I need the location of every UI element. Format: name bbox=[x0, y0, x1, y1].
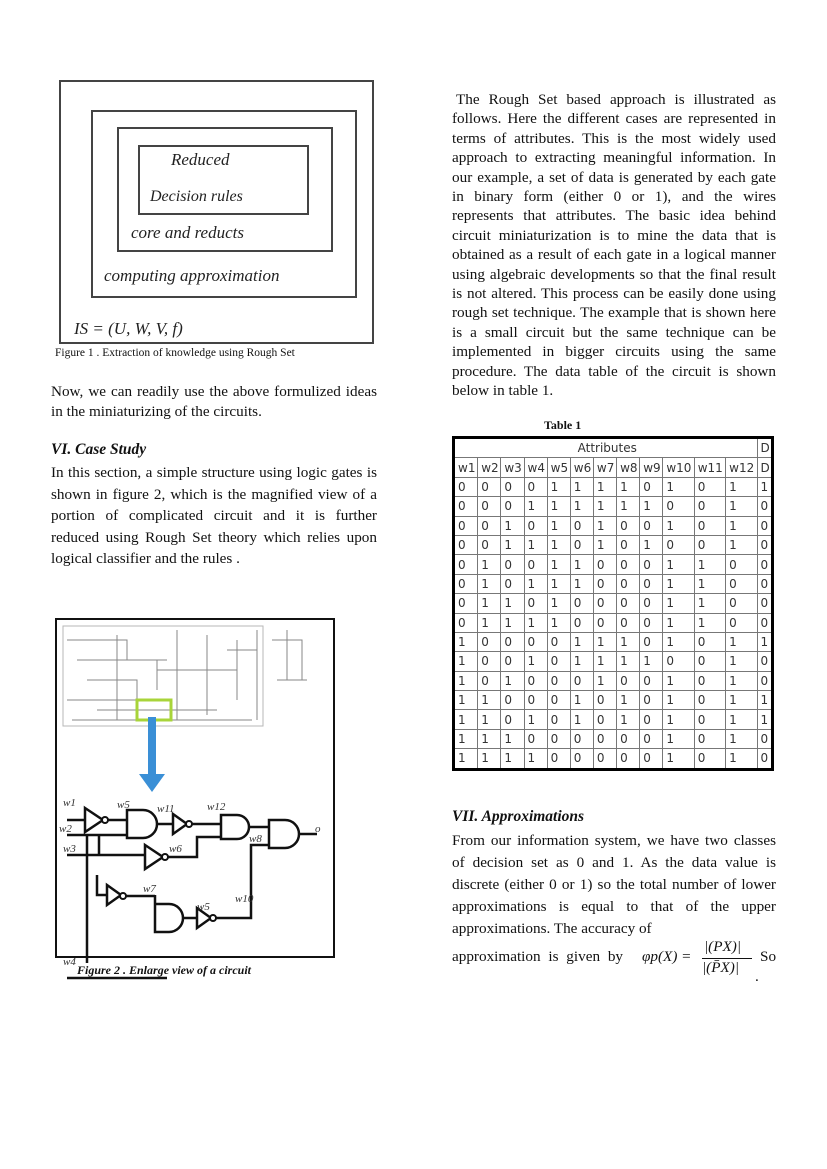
arrow-head-icon bbox=[139, 774, 165, 792]
table-cell: 1 bbox=[640, 535, 663, 554]
label-output: o bbox=[315, 823, 321, 835]
table-row bbox=[454, 729, 773, 748]
table-cell: 0 bbox=[640, 691, 663, 710]
table-cell: 0 bbox=[524, 516, 547, 535]
table-cell: 1 bbox=[663, 555, 694, 574]
table-cell: 0 bbox=[570, 613, 593, 632]
table-row bbox=[454, 613, 773, 632]
table-cell: 0 bbox=[593, 749, 616, 769]
table-cell: 1 bbox=[570, 497, 593, 516]
column-header: w2 bbox=[478, 458, 501, 477]
label-w8: w8 bbox=[249, 833, 262, 845]
table-cell: 0 bbox=[547, 710, 570, 729]
table-cell: 0 bbox=[570, 516, 593, 535]
section6-text: In this section, a simple structure using logic gates is shown in figure 2, which is the magnified view of a portion of complicated circuit and it is further reduced using Rough Set theory which relies upon logical classifier and the rules . bbox=[51, 464, 377, 568]
formula-lead: approximation is given by bbox=[452, 948, 624, 965]
table-cell: 1 bbox=[726, 535, 757, 554]
table-cell: 0 bbox=[694, 652, 725, 671]
table-cell: 0 bbox=[757, 594, 772, 613]
label-w12: w12 bbox=[207, 801, 226, 813]
table-cell: 0 bbox=[617, 594, 640, 613]
table-cell: 1 bbox=[478, 574, 501, 593]
table-cell: 1 bbox=[726, 691, 757, 710]
table-cell: 1 bbox=[663, 516, 694, 535]
table-cell: 1 bbox=[593, 535, 616, 554]
table-cell: 1 bbox=[478, 691, 501, 710]
attributes-header: Attributes bbox=[454, 438, 758, 458]
table-cell: 1 bbox=[570, 691, 593, 710]
table-cell: 1 bbox=[478, 749, 501, 769]
table-cell: 0 bbox=[524, 691, 547, 710]
table-cell: 1 bbox=[478, 710, 501, 729]
column-header: w11 bbox=[694, 458, 725, 477]
table-cell: 0 bbox=[570, 671, 593, 690]
column-header: w4 bbox=[524, 458, 547, 477]
table-cell: 1 bbox=[593, 671, 616, 690]
table-cell: 0 bbox=[757, 749, 772, 769]
table-cell: 0 bbox=[757, 652, 772, 671]
column-header: w3 bbox=[501, 458, 524, 477]
gates bbox=[67, 808, 317, 978]
table-cell: 1 bbox=[501, 516, 524, 535]
table-cell: 0 bbox=[547, 671, 570, 690]
table-cell: 1 bbox=[757, 632, 772, 651]
table-cell: 0 bbox=[570, 535, 593, 554]
right-paragraph: The Rough Set based approach is illustrated as follows. Here the different cases are represented in terms of attributes. This is the most widely used approach to extracting meaningful information. In our example, a set of data is generated by each gate in binary form (either 0 or 1), and the wires represents that attributes. The basic idea behind circuit miniaturization is to mine the data that is obtained as a result of each gate in a logical manner using algebraic developments so that the final result is not altered. This process can be easily done using rough set technique. The example that is shown here is a small circuit but the same technique can be implemented in bigger circuits using the same procedure. The data table of the circuit is shown below in table 1. bbox=[452, 91, 776, 400]
table-cell: 0 bbox=[617, 749, 640, 769]
accuracy-formula-line bbox=[452, 940, 782, 986]
table-cell: 1 bbox=[694, 574, 725, 593]
table-cell: 1 bbox=[547, 613, 570, 632]
table-cell: 0 bbox=[454, 555, 478, 574]
table-cell: 0 bbox=[593, 710, 616, 729]
table-cell: 0 bbox=[478, 632, 501, 651]
column-header: w8 bbox=[617, 458, 640, 477]
table-cell: 0 bbox=[640, 555, 663, 574]
formula-dot: . bbox=[755, 968, 759, 985]
table-cell: 0 bbox=[694, 671, 725, 690]
table-cell: 0 bbox=[726, 555, 757, 574]
table-cell: 0 bbox=[478, 671, 501, 690]
label-w6: w6 bbox=[169, 843, 182, 855]
table-cell: 1 bbox=[570, 574, 593, 593]
table-cell: 0 bbox=[501, 691, 524, 710]
label-w4: w4 bbox=[63, 956, 76, 968]
formula-numerator: |(PX)| bbox=[704, 938, 742, 955]
table-cell: 1 bbox=[663, 691, 694, 710]
table-cell: 0 bbox=[454, 613, 478, 632]
table-cell: 1 bbox=[663, 477, 694, 496]
table-cell: 0 bbox=[478, 652, 501, 671]
label-w1: w1 bbox=[63, 797, 76, 809]
column-header: D bbox=[757, 458, 772, 477]
table-cell: 1 bbox=[478, 729, 501, 748]
table-cell: 0 bbox=[663, 497, 694, 516]
table-cell: 1 bbox=[640, 652, 663, 671]
table-cell: 0 bbox=[501, 555, 524, 574]
table-title: Table 1 bbox=[544, 418, 582, 432]
figure1-reduced: Reduced bbox=[171, 150, 230, 169]
table-cell: 1 bbox=[454, 652, 478, 671]
table-cell: 1 bbox=[617, 652, 640, 671]
table-cell: 0 bbox=[547, 749, 570, 769]
table-cell: 0 bbox=[547, 632, 570, 651]
table-cell: 0 bbox=[501, 710, 524, 729]
table-cell: 1 bbox=[524, 652, 547, 671]
figure1-computing-approximation: computing approximation bbox=[104, 266, 280, 285]
table-cell: 0 bbox=[570, 749, 593, 769]
table-cell: 1 bbox=[501, 671, 524, 690]
table-cell: 1 bbox=[757, 710, 772, 729]
table-row bbox=[454, 574, 773, 593]
table-cell: 0 bbox=[617, 671, 640, 690]
table-cell: 0 bbox=[640, 594, 663, 613]
section7-heading: VII. Approximations bbox=[452, 808, 585, 825]
label-w10: w10 bbox=[235, 893, 254, 905]
table-cell: 0 bbox=[617, 555, 640, 574]
table-cell: 1 bbox=[524, 710, 547, 729]
column-header: w9 bbox=[640, 458, 663, 477]
table-cell: 0 bbox=[593, 691, 616, 710]
table-cell: 0 bbox=[757, 613, 772, 632]
table-cell: 1 bbox=[524, 574, 547, 593]
table-cell: 1 bbox=[547, 594, 570, 613]
table-cell: 0 bbox=[593, 574, 616, 593]
table-cell: 1 bbox=[524, 497, 547, 516]
table-cell: 0 bbox=[570, 594, 593, 613]
table-row bbox=[454, 749, 773, 769]
table-cell: 1 bbox=[726, 671, 757, 690]
table-cell: 1 bbox=[726, 497, 757, 516]
data-table bbox=[452, 436, 774, 771]
table-cell: 0 bbox=[726, 613, 757, 632]
table-cell: 0 bbox=[757, 555, 772, 574]
table-cell: 0 bbox=[694, 497, 725, 516]
formula-denominator: |(P̄X)| bbox=[702, 959, 740, 976]
table-cell: 0 bbox=[524, 671, 547, 690]
table-cell: 1 bbox=[640, 497, 663, 516]
table-cell: 0 bbox=[757, 535, 772, 554]
label-w3: w3 bbox=[63, 843, 76, 855]
table-cell: 1 bbox=[726, 729, 757, 748]
table-cell: 1 bbox=[454, 729, 478, 748]
table-cell: 0 bbox=[524, 632, 547, 651]
table-cell: 1 bbox=[478, 594, 501, 613]
table-cell: 1 bbox=[663, 594, 694, 613]
table-cell: 0 bbox=[617, 613, 640, 632]
table-cell: 0 bbox=[694, 535, 725, 554]
table-cell: 0 bbox=[617, 574, 640, 593]
table-row bbox=[454, 710, 773, 729]
table-row bbox=[454, 652, 773, 671]
table-cell: 0 bbox=[617, 729, 640, 748]
table-cell: 1 bbox=[617, 632, 640, 651]
table-cell: 1 bbox=[757, 477, 772, 496]
table-cell: 0 bbox=[524, 729, 547, 748]
table-cell: 0 bbox=[454, 516, 478, 535]
table-cell: 0 bbox=[524, 477, 547, 496]
table-cell: 0 bbox=[640, 671, 663, 690]
table-cell: 0 bbox=[547, 691, 570, 710]
table-cell: 1 bbox=[726, 516, 757, 535]
table-cell: 1 bbox=[570, 710, 593, 729]
table-cell: 1 bbox=[617, 691, 640, 710]
table-cell: 0 bbox=[694, 749, 725, 769]
section7-text: From our information system, we have two classes of decision set as 0 and 1. As the data value is discrete (either 0 or 1) so the total number of lower approximations is equal to that of the upper approximations. The accuracy of bbox=[452, 832, 776, 937]
figure1-core-reducts: core and reducts bbox=[131, 223, 244, 242]
table-cell: 1 bbox=[694, 555, 725, 574]
complex-circuit-image bbox=[63, 626, 307, 726]
table-cell: 1 bbox=[593, 516, 616, 535]
table-cell: 1 bbox=[570, 477, 593, 496]
table-cell: 0 bbox=[757, 671, 772, 690]
table-cell: 0 bbox=[694, 477, 725, 496]
column-header: w1 bbox=[454, 458, 478, 477]
left-paragraph: Now, we can readily use the above formulized ideas in the miniaturizing of the circuits. bbox=[51, 383, 377, 420]
table-row bbox=[454, 691, 773, 710]
table-row bbox=[454, 477, 773, 496]
table-cell: 1 bbox=[593, 477, 616, 496]
label-w7: w7 bbox=[143, 883, 156, 895]
table-cell: 0 bbox=[478, 497, 501, 516]
table-cell: 0 bbox=[617, 516, 640, 535]
table-row bbox=[454, 594, 773, 613]
column-header: w10 bbox=[663, 458, 694, 477]
table-cell: 0 bbox=[694, 632, 725, 651]
table-cell: 1 bbox=[617, 497, 640, 516]
circuit-diagram bbox=[57, 620, 333, 968]
table-cell: 0 bbox=[694, 729, 725, 748]
section6-heading: VI. Case Study bbox=[51, 441, 147, 458]
label-w9: w5 bbox=[197, 901, 210, 913]
table-cell: 1 bbox=[454, 710, 478, 729]
table-cell: 1 bbox=[454, 632, 478, 651]
table-cell: 0 bbox=[501, 652, 524, 671]
figure1-caption: Figure 1 . Extraction of knowledge using Rough Set bbox=[55, 347, 295, 359]
table-cell: 1 bbox=[757, 691, 772, 710]
table-cell: 1 bbox=[454, 671, 478, 690]
table-cell: 1 bbox=[663, 574, 694, 593]
formula-trail: So bbox=[760, 948, 777, 965]
table-cell: 1 bbox=[547, 477, 570, 496]
table-cell: 1 bbox=[524, 749, 547, 769]
table-cell: 0 bbox=[663, 652, 694, 671]
table-cell: 0 bbox=[757, 729, 772, 748]
figure2-frame bbox=[55, 618, 335, 968]
label-w5: w5 bbox=[117, 799, 130, 811]
table-cell: 0 bbox=[593, 594, 616, 613]
table-cell: 1 bbox=[593, 652, 616, 671]
table-cell: 1 bbox=[501, 594, 524, 613]
column-header: w5 bbox=[547, 458, 570, 477]
table-cell: 0 bbox=[454, 574, 478, 593]
label-w11: w11 bbox=[157, 803, 175, 815]
table-cell: 0 bbox=[454, 535, 478, 554]
table-cell: 1 bbox=[478, 613, 501, 632]
table-cell: 0 bbox=[640, 574, 663, 593]
table-cell: 0 bbox=[640, 632, 663, 651]
table-cell: 1 bbox=[663, 710, 694, 729]
table-cell: 1 bbox=[694, 613, 725, 632]
figure1-decision-rules: Decision rules bbox=[150, 188, 243, 205]
table-group-header bbox=[454, 438, 773, 458]
column-header: w7 bbox=[593, 458, 616, 477]
table-cell: 0 bbox=[640, 729, 663, 748]
table-cell: 0 bbox=[478, 516, 501, 535]
table-cell: 1 bbox=[570, 555, 593, 574]
table-cell: 1 bbox=[547, 535, 570, 554]
table-cell: 0 bbox=[524, 594, 547, 613]
table-cell: 0 bbox=[501, 477, 524, 496]
table-row bbox=[454, 497, 773, 516]
table-cell: 1 bbox=[501, 613, 524, 632]
table-cell: 0 bbox=[617, 535, 640, 554]
table-cell: 0 bbox=[593, 555, 616, 574]
table-cell: 1 bbox=[501, 535, 524, 554]
table-cell: 1 bbox=[663, 749, 694, 769]
table-cell: 1 bbox=[726, 710, 757, 729]
column-header: w12 bbox=[726, 458, 757, 477]
table-cell: 0 bbox=[570, 729, 593, 748]
table-cell: 0 bbox=[757, 516, 772, 535]
table-cell: 0 bbox=[694, 710, 725, 729]
table-row bbox=[454, 555, 773, 574]
table-cell: 0 bbox=[640, 516, 663, 535]
table-cell: 1 bbox=[663, 613, 694, 632]
table-row bbox=[454, 632, 773, 651]
decision-header: D bbox=[757, 438, 772, 458]
table-cell: 0 bbox=[757, 574, 772, 593]
table-row bbox=[454, 535, 773, 554]
table-cell: 1 bbox=[524, 535, 547, 554]
table-cell: 0 bbox=[454, 477, 478, 496]
table-column-header bbox=[454, 458, 773, 477]
table-cell: 0 bbox=[478, 477, 501, 496]
table-cell: 0 bbox=[726, 594, 757, 613]
table-cell: 1 bbox=[663, 729, 694, 748]
table-cell: 0 bbox=[501, 574, 524, 593]
table-cell: 0 bbox=[593, 729, 616, 748]
table-cell: 1 bbox=[501, 729, 524, 748]
table-cell: 0 bbox=[547, 729, 570, 748]
table-cell: 1 bbox=[547, 516, 570, 535]
table-cell: 1 bbox=[663, 671, 694, 690]
figure1-formula: IS = (U, W, V, f) bbox=[74, 319, 183, 338]
table-cell: 0 bbox=[501, 632, 524, 651]
table-cell: 1 bbox=[617, 710, 640, 729]
table-cell: 1 bbox=[570, 652, 593, 671]
table-cell: 0 bbox=[694, 516, 725, 535]
table-cell: 1 bbox=[726, 652, 757, 671]
table-cell: 0 bbox=[694, 691, 725, 710]
table-cell: 1 bbox=[726, 477, 757, 496]
table-cell: 0 bbox=[593, 613, 616, 632]
table-cell: 0 bbox=[454, 497, 478, 516]
table-cell: 0 bbox=[663, 535, 694, 554]
table-cell: 0 bbox=[640, 710, 663, 729]
table-cell: 1 bbox=[570, 632, 593, 651]
table-cell: 0 bbox=[757, 497, 772, 516]
table-cell: 1 bbox=[593, 497, 616, 516]
column-header: w6 bbox=[570, 458, 593, 477]
table-cell: 0 bbox=[640, 749, 663, 769]
table-row bbox=[454, 671, 773, 690]
table-cell: 1 bbox=[547, 574, 570, 593]
table-cell: 0 bbox=[454, 594, 478, 613]
formula-lhs: φp(X) = bbox=[642, 948, 692, 965]
arrow-shaft bbox=[148, 717, 156, 777]
table-cell: 1 bbox=[501, 749, 524, 769]
table-cell: 1 bbox=[454, 691, 478, 710]
table-cell: 1 bbox=[726, 749, 757, 769]
table-cell: 0 bbox=[640, 613, 663, 632]
figure2-caption: Figure 2 . Enlarge view of a circuit bbox=[77, 963, 251, 977]
table-cell: 1 bbox=[454, 749, 478, 769]
table-cell: 1 bbox=[478, 555, 501, 574]
table-cell: 1 bbox=[547, 555, 570, 574]
label-w2: w2 bbox=[59, 823, 72, 835]
table-cell: 1 bbox=[726, 632, 757, 651]
table-cell: 0 bbox=[547, 652, 570, 671]
table-cell: 1 bbox=[593, 632, 616, 651]
table-row bbox=[454, 516, 773, 535]
table-cell: 1 bbox=[547, 497, 570, 516]
table-cell: 1 bbox=[663, 632, 694, 651]
table-cell: 0 bbox=[478, 535, 501, 554]
table-cell: 0 bbox=[726, 574, 757, 593]
table-cell: 1 bbox=[694, 594, 725, 613]
table-cell: 1 bbox=[617, 477, 640, 496]
table-cell: 1 bbox=[524, 613, 547, 632]
table-cell: 0 bbox=[501, 497, 524, 516]
table-cell: 0 bbox=[640, 477, 663, 496]
table-cell: 0 bbox=[524, 555, 547, 574]
